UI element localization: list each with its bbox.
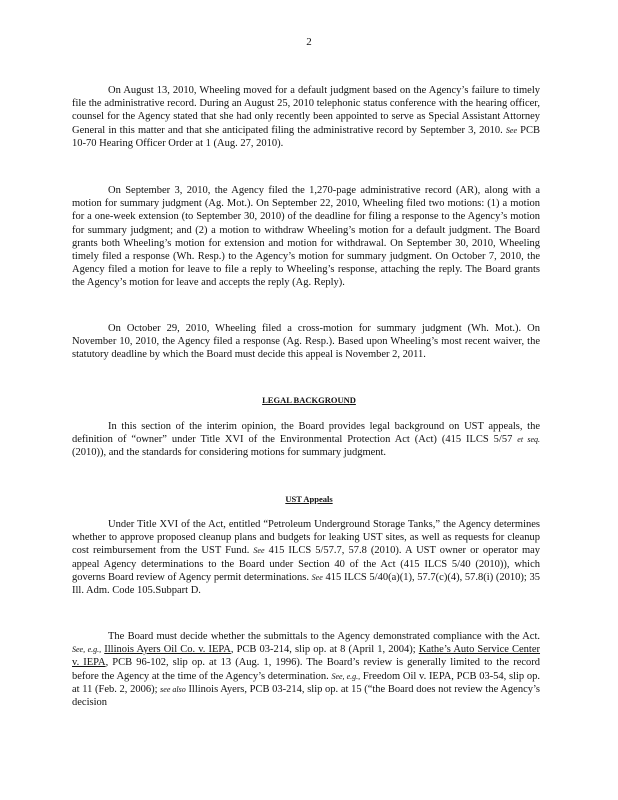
- heading-ust-appeals: UST Appeals: [285, 494, 333, 504]
- citation-signal: See, e.g.,: [72, 645, 102, 655]
- paragraph-text: On August 13, 2010, Wheeling moved for a default judgment based on the Agency’s failure to timely file the administrative record. During an August 25, 2010 telephonic status conference with the hearing officer, counsel for the Agency stated that she had only recently been appointed to serve as Special Assistant Attorney General in this matter and that she anticipated filing the administrative record by September 3, 2010.: [72, 85, 540, 136]
- paragraph-text: Under Title XVI of the Act, entitled “Petroleum Underground Storage Tanks,” the Agency determines whether to approve proposed cleanup plans and budgets for leaking UST sites, as well as requests for cleanup cost reimbursement from the UST Fund.: [72, 519, 540, 557]
- paragraph-text: In this section of the interim opinion, the Board provides legal background on UST appeals, the definition of “owner” under Title XVI of the Environmental Protection Act (Act) (415 ILCS 5/57: [72, 421, 540, 446]
- citation-signal: See, e.g.,: [331, 671, 361, 681]
- paragraph-text: 415 ILCS 5/57.7, 57.8 (2010). A UST owner or operator may appeal Agency determinations to the Board under Section 40 of the Act (415 ILCS 5/40 (2010)), which governs Board review of Agency permit determinations.: [72, 545, 541, 583]
- citation-signal: See: [311, 572, 323, 582]
- citation-signal: et seq.: [517, 435, 540, 445]
- paragraph-text: 415 ILCS 5/40(a)(1), 57.7(c)(4), 57.8(i) (2010); 35 Ill. Adm. Code 105.Subpart D.: [72, 571, 541, 597]
- citation-text: PCB 10-70 Hearing Officer Order at 1 (Aug. 27, 2010).: [72, 124, 540, 149]
- citation-text: Freedom Oil v. IEPA, PCB 03-54, slip op. at 11 (Feb. 2, 2006);: [72, 670, 541, 695]
- citation-signal: See: [505, 125, 517, 135]
- paragraph-text: Illinois Ayers, PCB 03-214, slip op. at 15 (“the Board does not review the Agency’s decision: [72, 683, 540, 709]
- heading-legal-background: LEGAL BACKGROUND: [262, 395, 356, 405]
- paragraph-motions: [72, 184, 540, 290]
- page-number: 2: [306, 36, 312, 48]
- paragraph-text: On September 3, 2010, the Agency filed the 1,270-page administrative record (AR), along with a motion for summary judgment (Ag. Mot.). On September 22, 2010, Wheeling filed two motions: (1) a motion for a one-week extension (to September 30, 2010) of the deadline for filing a response to the Agency’s motion for summary judgment; and (2) a motion to withdraw Wheeling’s motion for a default judgment. The Board grants both Wheeling’s motion for extension and motion for withdrawal. On September 30, 2010, Wheeling timely filed a response (Wh. Resp.) to the Agency’s motion for summary judgment. On October 7, 2010, the Agency filed a motion for leave to file a reply to Wheeling’s response, attaching the reply. The Board grants the Agency’s motion for leave and accepts the reply (Ag. Reply).: [72, 185, 540, 289]
- paragraph-cross-motion: [72, 322, 540, 362]
- citation-text: , PCB 03-214, slip op. at 8 (April 1, 2004);: [230, 644, 416, 656]
- paragraph-title-xvi: [72, 518, 540, 597]
- paragraph-text: On October 29, 2010, Wheeling filed a cross-motion for summary judgment (Wh. Mot.). On November 10, 2010, the Agency filed a response (Ag. Resp.). Based upon Wheeling’s most recent waiver, the statutory deadline by which the Board must decide this appeal is November 2, 2011.: [72, 323, 540, 361]
- paragraph-text: (2010)), and the standards for considering motions for summary judgment.: [72, 447, 387, 459]
- paragraph-default-judgment: [72, 84, 540, 150]
- paragraph-text: The Board must decide whether the submittals to the Agency demonstrated compliance with the Act.: [108, 631, 540, 642]
- paragraph-text: , PCB 96-102, slip op. at 13 (Aug. 1, 1996). The Board’s review is generally limited to the record before the Agency at the time of the Agency’s determination.: [72, 657, 541, 682]
- paragraph-legal-intro: [72, 420, 540, 460]
- case-name: Illinois Ayers Oil Co. v. IEPA: [104, 644, 231, 656]
- case-name: Kathe’s Auto Service Center v. IEPA: [72, 644, 541, 669]
- citation-signal: See: [253, 546, 265, 556]
- paragraph-board-review: [72, 630, 540, 709]
- citation-signal: see also: [160, 684, 186, 694]
